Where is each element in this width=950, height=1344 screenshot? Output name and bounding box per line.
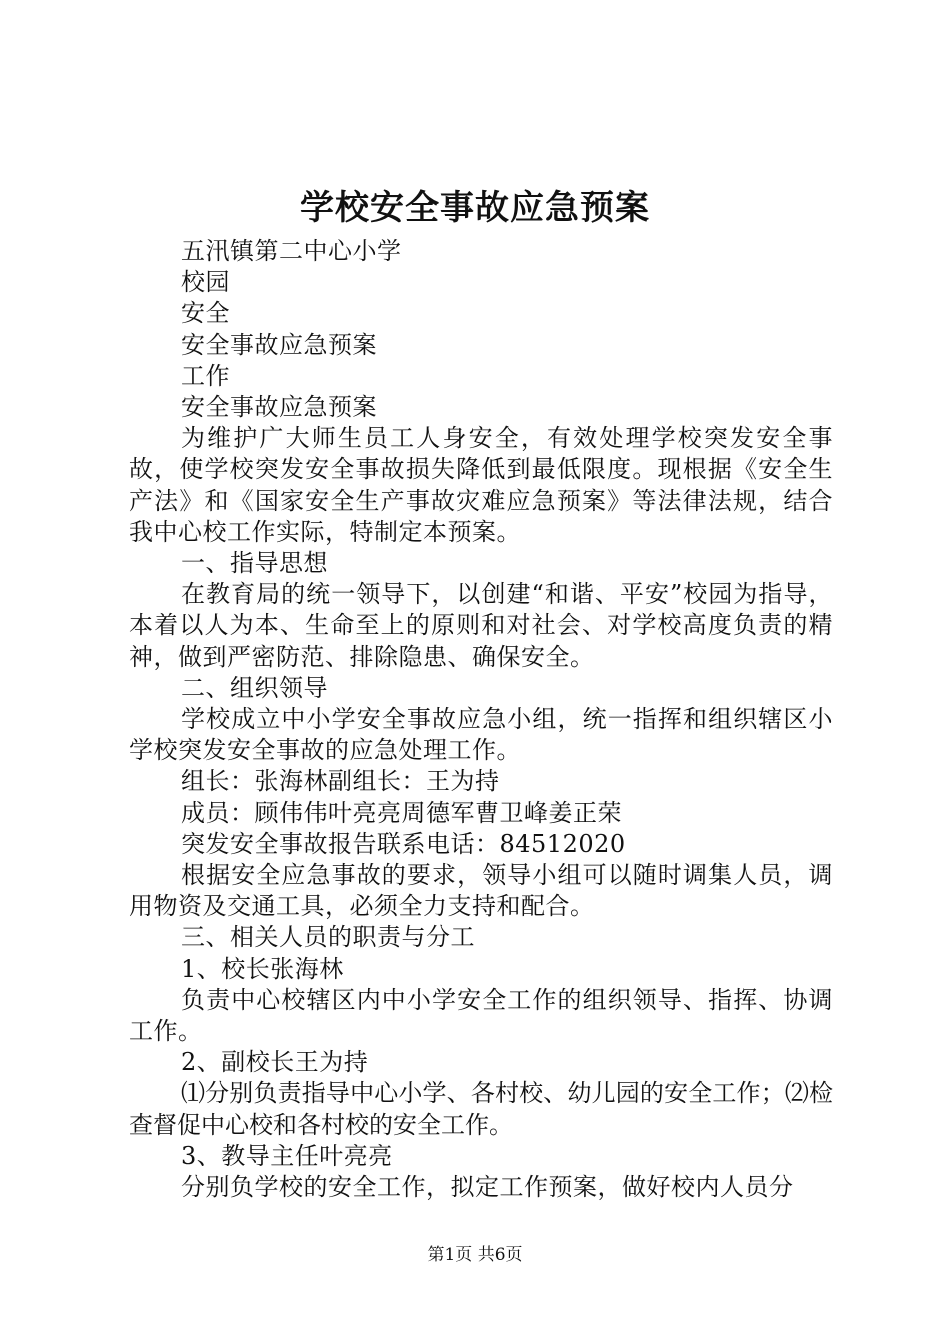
paragraph-intro: 为维护广大师生员工人身安全，有效处理学校突发安全事故，使学校突发安全事故损失降低到最低限度。现根据《安全生产法》和《国家安全生产事故灾难应急预案》等法律法规，结合我中心校工作实际，特制定本预案。 (129, 424, 833, 546)
paragraph-guiding-ideology: 在教育局的统一领导下，以创建“和谐、平安”校园为指导，本着以人为本、生命至上的原则和对社会、对学校高度负责的精神，做到严密防范、排除隐患、确保安全。 (129, 580, 833, 671)
paragraph-campus: 校园 (181, 268, 230, 297)
section-heading-guiding-ideology: 一、指导思想 (181, 549, 328, 578)
paragraph-organization: 学校成立中小学安全事故应急小组，统一指挥和组织辖区小学校突发安全事故的应急处理工作。 (129, 705, 833, 765)
paragraph-requirements: 根据安全应急事故的要求，领导小组可以随时调集人员，调用物资及交通工具，必须全力支持和配合。 (129, 861, 833, 921)
paragraph-plan-heading-2: 安全事故应急预案 (181, 393, 377, 422)
duty-text-vice-principal: ⑴分别负责指导中心小学、各村校、幼儿园的安全工作；⑵检查督促中心校和各村校的安全工作。 (129, 1079, 833, 1139)
paragraph-work: 工作 (181, 361, 230, 390)
paragraph-contact-phone: 突发安全事故报告联系电话：84512020 (181, 829, 626, 858)
duty-heading-dean: 3、教导主任叶亮亮 (181, 1141, 393, 1170)
paragraph-group-leaders: 组长：张海林副组长：王为持 (181, 767, 500, 796)
paragraph-plan-heading: 安全事故应急预案 (181, 330, 377, 359)
duty-text-dean: 分别负学校的安全工作，拟定工作预案，做好校内人员分 (181, 1173, 794, 1202)
duty-heading-principal: 1、校长张海林 (181, 954, 344, 983)
document-body (129, 236, 833, 1203)
document-title: 学校安全事故应急预案 (300, 188, 650, 228)
duty-heading-vice-principal: 2、副校长王为持 (181, 1048, 369, 1077)
section-heading-duties: 三、相关人员的职责与分工 (181, 923, 475, 952)
paragraph-school-name: 五汛镇第二中心小学 (181, 237, 402, 265)
section-heading-organization: 二、组织领导 (181, 673, 328, 702)
duty-text-principal: 负责中心校辖区内中小学安全工作的组织领导、指挥、协调工作。 (129, 985, 833, 1046)
page-number-footer: 第1页 共6页 (427, 1245, 523, 1265)
paragraph-group-members: 成员：顾伟伟叶亮亮周德军曹卫峰姜正荣 (181, 798, 622, 827)
paragraph-safety: 安全 (181, 299, 230, 328)
